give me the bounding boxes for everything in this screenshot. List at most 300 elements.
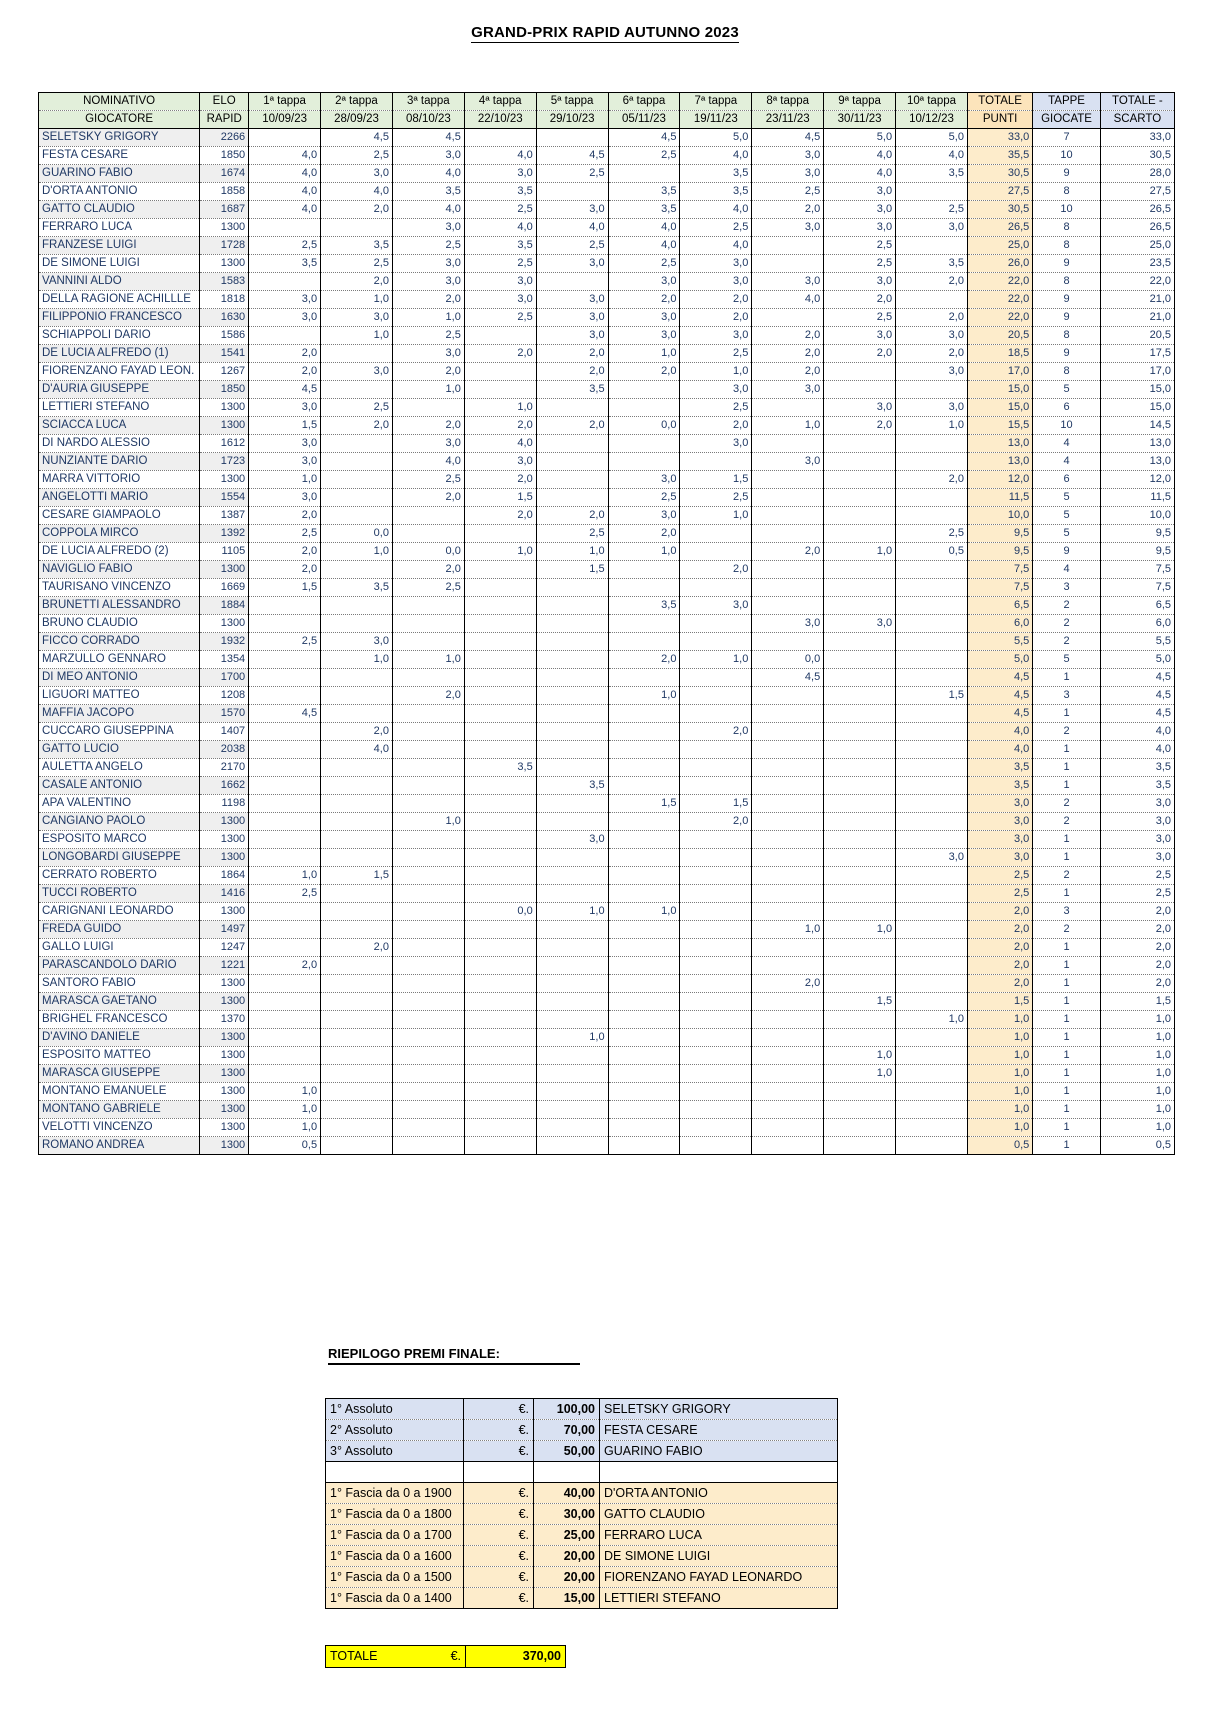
total-minus-discard: 21,0: [1100, 309, 1174, 327]
table-row: [39, 939, 1175, 957]
stage-score-9: 1,0: [824, 543, 896, 561]
stage-score-6: [608, 1029, 680, 1047]
stage-score-3: [392, 975, 464, 993]
stage-score-7: 2,0: [680, 723, 752, 741]
stage-score-10: 2,0: [896, 273, 968, 291]
stage-score-6: [608, 1047, 680, 1065]
total-minus-discard: 1,0: [1100, 1083, 1174, 1101]
stage-score-6: [608, 777, 680, 795]
player-name: BRIGHEL FRANCESCO: [39, 1011, 200, 1029]
stage-score-5: [536, 399, 608, 417]
stage-score-9: 3,0: [824, 201, 896, 219]
stage-score-1: 4,5: [249, 705, 321, 723]
table-row: [39, 183, 1175, 201]
table-row: [39, 381, 1175, 399]
table-row: [39, 957, 1175, 975]
total-minus-discard: 3,5: [1100, 759, 1174, 777]
stage-score-3: 2,0: [392, 417, 464, 435]
prize-absolute-row: [326, 1441, 838, 1462]
total-points: 7,5: [967, 561, 1032, 579]
stage-score-8: [752, 831, 824, 849]
stage-score-6: 3,5: [608, 597, 680, 615]
total-minus-discard: 6,0: [1100, 615, 1174, 633]
stage-score-2: [321, 381, 393, 399]
player-elo: 1300: [200, 615, 249, 633]
prizes-table-container: [325, 1398, 837, 1609]
total-minus-discard: 4,0: [1100, 741, 1174, 759]
player-elo: 1700: [200, 669, 249, 687]
stage-score-8: 3,0: [752, 615, 824, 633]
stage-score-4: [464, 1137, 536, 1155]
stage-score-6: [608, 741, 680, 759]
table-row: [39, 651, 1175, 669]
player-elo: 1300: [200, 1065, 249, 1083]
stage-score-6: [608, 615, 680, 633]
stage-score-6: 3,5: [608, 201, 680, 219]
stage-score-4: [464, 795, 536, 813]
table-row: [39, 903, 1175, 921]
prize-absolute-label: 2° Assoluto: [326, 1420, 464, 1441]
stage-score-2: [321, 777, 393, 795]
stage-score-5: [536, 957, 608, 975]
stages-played: 2: [1033, 921, 1101, 939]
stage-score-9: [824, 597, 896, 615]
stage-score-3: [392, 1011, 464, 1029]
player-elo: 1247: [200, 939, 249, 957]
stage-score-7: [680, 705, 752, 723]
stage-score-4: 3,0: [464, 273, 536, 291]
total-points: 4,5: [967, 687, 1032, 705]
stage-score-5: 2,0: [536, 363, 608, 381]
total-points: 6,5: [967, 597, 1032, 615]
stage-score-2: 1,0: [321, 651, 393, 669]
prize-fascia-currency: €.: [464, 1546, 534, 1567]
stage-score-5: 3,5: [536, 381, 608, 399]
stage-score-8: 2,0: [752, 975, 824, 993]
stage-score-10: [896, 291, 968, 309]
stage-score-10: [896, 957, 968, 975]
stage-score-10: [896, 1137, 968, 1155]
standings-col-header-8-bottom: 19/11/23: [680, 111, 752, 129]
table-row: [39, 1029, 1175, 1047]
player-name: SCIACCA LUCA: [39, 417, 200, 435]
total-minus-discard: 26,5: [1100, 219, 1174, 237]
stage-score-2: 4,0: [321, 183, 393, 201]
total-minus-discard: 2,0: [1100, 903, 1174, 921]
stage-score-8: 1,0: [752, 417, 824, 435]
stage-score-7: 2,5: [680, 489, 752, 507]
stage-score-1: 3,5: [249, 255, 321, 273]
stage-score-7: 3,0: [680, 273, 752, 291]
stages-played: 8: [1033, 363, 1101, 381]
stage-score-4: [464, 867, 536, 885]
stage-score-1: [249, 597, 321, 615]
table-row: [39, 165, 1175, 183]
stage-score-4: [464, 1011, 536, 1029]
total-minus-discard: 23,5: [1100, 255, 1174, 273]
table-row: [39, 687, 1175, 705]
stage-score-1: [249, 849, 321, 867]
stage-score-8: 3,0: [752, 273, 824, 291]
total-points: 3,5: [967, 759, 1032, 777]
stage-score-7: [680, 1083, 752, 1101]
stages-played: 1: [1033, 1065, 1101, 1083]
stages-played: 8: [1033, 273, 1101, 291]
stage-score-9: 3,0: [824, 327, 896, 345]
prize-fascia-row: [326, 1525, 838, 1546]
stage-score-9: [824, 903, 896, 921]
total-points: 15,0: [967, 399, 1032, 417]
stage-score-7: [680, 885, 752, 903]
stage-score-3: 4,0: [392, 453, 464, 471]
table-row: [39, 1101, 1175, 1119]
stage-score-5: [536, 867, 608, 885]
prizes-total-table: [325, 1645, 566, 1668]
stage-score-3: [392, 507, 464, 525]
stage-score-1: [249, 903, 321, 921]
total-minus-discard: 7,5: [1100, 579, 1174, 597]
stages-played: 1: [1033, 975, 1101, 993]
stages-played: 3: [1033, 687, 1101, 705]
stage-score-6: [608, 1083, 680, 1101]
table-row: [39, 759, 1175, 777]
stage-score-10: [896, 579, 968, 597]
stage-score-1: 4,0: [249, 165, 321, 183]
standings-col-header-1-top: ELO: [200, 93, 249, 111]
standings-col-header-3-top: 2ª tappa: [321, 93, 393, 111]
prize-fascia-currency: €.: [464, 1588, 534, 1609]
total-minus-discard: 25,0: [1100, 237, 1174, 255]
total-minus-discard: 12,0: [1100, 471, 1174, 489]
stage-score-10: [896, 795, 968, 813]
total-minus-discard: 11,5: [1100, 489, 1174, 507]
prize-fascia-winner: DE SIMONE LUIGI: [600, 1546, 838, 1567]
stage-score-10: [896, 651, 968, 669]
total-minus-discard: 13,0: [1100, 453, 1174, 471]
stage-score-2: [321, 489, 393, 507]
stage-score-9: 2,0: [824, 345, 896, 363]
stage-score-9: 3,0: [824, 399, 896, 417]
player-elo: 1300: [200, 219, 249, 237]
player-elo: 1864: [200, 867, 249, 885]
total-minus-discard: 26,5: [1100, 201, 1174, 219]
stage-score-6: [608, 561, 680, 579]
stage-score-6: 3,0: [608, 471, 680, 489]
stage-score-9: 4,0: [824, 165, 896, 183]
stage-score-2: [321, 453, 393, 471]
stage-score-10: 1,0: [896, 417, 968, 435]
total-minus-discard: 22,0: [1100, 273, 1174, 291]
stage-score-1: 3,0: [249, 309, 321, 327]
stage-score-9: [824, 849, 896, 867]
player-name: LETTIERI STEFANO: [39, 399, 200, 417]
stage-score-9: [824, 489, 896, 507]
table-row: [39, 813, 1175, 831]
stage-score-10: [896, 1047, 968, 1065]
total-minus-discard: 5,0: [1100, 651, 1174, 669]
prize-fascia-row: [326, 1504, 838, 1525]
stage-score-7: 4,0: [680, 201, 752, 219]
standings-body: [39, 129, 1175, 1155]
stage-score-5: 3,5: [536, 777, 608, 795]
total-points: 0,5: [967, 1137, 1032, 1155]
stage-score-1: [249, 993, 321, 1011]
stage-score-9: 2,0: [824, 291, 896, 309]
total-points: 3,0: [967, 795, 1032, 813]
total-minus-discard: 21,0: [1100, 291, 1174, 309]
stage-score-9: [824, 885, 896, 903]
stage-score-8: [752, 903, 824, 921]
prize-absolute-label: 3° Assoluto: [326, 1441, 464, 1462]
stage-score-1: [249, 759, 321, 777]
stage-score-4: [464, 651, 536, 669]
stage-score-10: 4,0: [896, 147, 968, 165]
stage-score-1: [249, 723, 321, 741]
player-elo: 1300: [200, 813, 249, 831]
stage-score-2: [321, 885, 393, 903]
stage-score-1: 3,0: [249, 435, 321, 453]
player-elo: 1300: [200, 975, 249, 993]
stage-score-9: 3,0: [824, 183, 896, 201]
stage-score-7: 2,0: [680, 417, 752, 435]
standings-col-header-9-top: 8ª tappa: [752, 93, 824, 111]
stage-score-1: [249, 651, 321, 669]
player-name: GATTO CLAUDIO: [39, 201, 200, 219]
total-points: 27,5: [967, 183, 1032, 201]
stage-score-7: [680, 1047, 752, 1065]
stage-score-3: [392, 1101, 464, 1119]
stage-score-10: [896, 813, 968, 831]
table-row: [39, 1083, 1175, 1101]
stage-score-10: [896, 669, 968, 687]
stages-played: 1: [1033, 993, 1101, 1011]
total-minus-discard: 20,5: [1100, 327, 1174, 345]
player-elo: 1198: [200, 795, 249, 813]
stage-score-1: 2,0: [249, 543, 321, 561]
stages-played: 2: [1033, 795, 1101, 813]
standings-col-header-4-top: 3ª tappa: [392, 93, 464, 111]
stage-score-10: 3,0: [896, 219, 968, 237]
standings-col-header-13-bottom: GIOCATE: [1033, 111, 1101, 129]
stage-score-3: 4,5: [392, 129, 464, 147]
stage-score-6: [608, 1101, 680, 1119]
stage-score-7: [680, 615, 752, 633]
stage-score-1: [249, 975, 321, 993]
player-name: MONTANO GABRIELE: [39, 1101, 200, 1119]
prize-fascia-amount: 20,00: [534, 1546, 600, 1567]
standings-col-header-5-top: 4ª tappa: [464, 93, 536, 111]
total-minus-discard: 2,0: [1100, 921, 1174, 939]
stage-score-6: [608, 723, 680, 741]
stages-played: 1: [1033, 885, 1101, 903]
stage-score-4: 4,0: [464, 147, 536, 165]
prize-fascia-row: [326, 1546, 838, 1567]
stages-played: 5: [1033, 381, 1101, 399]
table-row: [39, 561, 1175, 579]
stage-score-1: 3,0: [249, 399, 321, 417]
prizes-total-row: [326, 1646, 566, 1668]
total-points: 4,0: [967, 723, 1032, 741]
stage-score-6: 4,0: [608, 237, 680, 255]
stage-score-6: [608, 705, 680, 723]
stage-score-8: [752, 813, 824, 831]
stage-score-4: [464, 687, 536, 705]
prizes-total-currency: €.: [450, 1649, 461, 1663]
prize-fascia-label: 1° Fascia da 0 a 1600: [326, 1546, 464, 1567]
stage-score-2: 4,5: [321, 129, 393, 147]
stage-score-5: 2,0: [536, 507, 608, 525]
table-row: [39, 147, 1175, 165]
stage-score-10: [896, 237, 968, 255]
stage-score-3: [392, 615, 464, 633]
stage-score-9: [824, 525, 896, 543]
stages-played: 8: [1033, 237, 1101, 255]
standings-col-header-6-bottom: 29/10/23: [536, 111, 608, 129]
standings-col-header-10-bottom: 30/11/23: [824, 111, 896, 129]
stage-score-2: 3,5: [321, 237, 393, 255]
stage-score-5: [536, 489, 608, 507]
stage-score-7: [680, 993, 752, 1011]
stage-score-1: [249, 327, 321, 345]
prize-fascia-amount: 25,00: [534, 1525, 600, 1546]
stage-score-2: [321, 705, 393, 723]
stage-score-6: [608, 633, 680, 651]
total-points: 4,0: [967, 741, 1032, 759]
stage-score-3: 2,5: [392, 327, 464, 345]
stages-played: 1: [1033, 1029, 1101, 1047]
standings-col-header-9-bottom: 23/11/23: [752, 111, 824, 129]
standings-col-header-14-top: TOTALE -: [1100, 93, 1174, 111]
stage-score-8: [752, 705, 824, 723]
stage-score-8: [752, 1119, 824, 1137]
stage-score-8: [752, 993, 824, 1011]
stage-score-5: [536, 1119, 608, 1137]
prize-absolute-winner: SELETSKY GRIGORY: [600, 1399, 838, 1420]
total-minus-discard: 1,0: [1100, 1101, 1174, 1119]
total-points: 3,0: [967, 813, 1032, 831]
prize-absolute-currency: €.: [464, 1399, 534, 1420]
stage-score-10: [896, 741, 968, 759]
player-name: MARASCA GIUSEPPE: [39, 1065, 200, 1083]
prize-fascia-label: 1° Fascia da 0 a 1400: [326, 1588, 464, 1609]
stage-score-5: [536, 435, 608, 453]
total-minus-discard: 2,5: [1100, 885, 1174, 903]
stage-score-6: 1,0: [608, 903, 680, 921]
stage-score-1: 2,0: [249, 957, 321, 975]
stage-score-6: 4,5: [608, 129, 680, 147]
stage-score-8: [752, 579, 824, 597]
total-points: 1,0: [967, 1065, 1032, 1083]
player-name: MARASCA GAETANO: [39, 993, 200, 1011]
player-name: GATTO LUCIO: [39, 741, 200, 759]
stage-score-9: 3,0: [824, 219, 896, 237]
stages-played: 5: [1033, 489, 1101, 507]
standings-col-header-0-top: NOMINATIVO: [39, 93, 200, 111]
stage-score-10: [896, 705, 968, 723]
table-row: [39, 129, 1175, 147]
stage-score-5: [536, 813, 608, 831]
stage-score-10: 3,0: [896, 399, 968, 417]
stage-score-4: 4,0: [464, 219, 536, 237]
stage-score-2: 2,0: [321, 201, 393, 219]
total-minus-discard: 3,0: [1100, 813, 1174, 831]
prizes-total-amount: 370,00: [466, 1646, 566, 1668]
stage-score-4: [464, 921, 536, 939]
stage-score-2: [321, 597, 393, 615]
stage-score-5: [536, 669, 608, 687]
total-minus-discard: 1,0: [1100, 1029, 1174, 1047]
stage-score-9: [824, 507, 896, 525]
stage-score-3: 1,0: [392, 309, 464, 327]
player-name: SCHIAPPOLI DARIO: [39, 327, 200, 345]
table-row: [39, 309, 1175, 327]
stage-score-4: [464, 777, 536, 795]
stage-score-10: [896, 723, 968, 741]
stage-score-4: [464, 363, 536, 381]
total-points: 1,0: [967, 1119, 1032, 1137]
stage-score-4: 1,5: [464, 489, 536, 507]
stage-score-1: 2,5: [249, 237, 321, 255]
player-elo: 1105: [200, 543, 249, 561]
player-elo: 1570: [200, 705, 249, 723]
stage-score-6: [608, 1065, 680, 1083]
player-elo: 2266: [200, 129, 249, 147]
stage-score-7: [680, 687, 752, 705]
stage-score-3: [392, 1119, 464, 1137]
player-name: ANGELOTTI MARIO: [39, 489, 200, 507]
stages-played: 10: [1033, 201, 1101, 219]
stage-score-3: [392, 939, 464, 957]
stage-score-10: 3,5: [896, 255, 968, 273]
stage-score-6: [608, 939, 680, 957]
stage-score-1: 1,5: [249, 579, 321, 597]
stages-played: 8: [1033, 183, 1101, 201]
stage-score-5: [536, 849, 608, 867]
stage-score-10: 3,5: [896, 165, 968, 183]
stage-score-7: 4,0: [680, 237, 752, 255]
stage-score-7: 2,0: [680, 561, 752, 579]
stages-played: 1: [1033, 939, 1101, 957]
stages-played: 1: [1033, 849, 1101, 867]
total-minus-discard: 33,0: [1100, 129, 1174, 147]
stage-score-4: [464, 597, 536, 615]
prize-fascia-label: 1° Fascia da 0 a 1800: [326, 1504, 464, 1525]
stage-score-3: 3,0: [392, 273, 464, 291]
prize-absolute-amount: 50,00: [534, 1441, 600, 1462]
stages-played: 6: [1033, 471, 1101, 489]
stage-score-3: [392, 1047, 464, 1065]
total-points: 26,5: [967, 219, 1032, 237]
stage-score-8: [752, 795, 824, 813]
stage-score-4: [464, 939, 536, 957]
total-points: 18,5: [967, 345, 1032, 363]
stage-score-3: 3,0: [392, 147, 464, 165]
stage-score-8: [752, 525, 824, 543]
table-row: [39, 327, 1175, 345]
table-row: [39, 399, 1175, 417]
stage-score-10: [896, 1119, 968, 1137]
table-row: [39, 597, 1175, 615]
stage-score-7: 4,0: [680, 147, 752, 165]
stage-score-7: 1,0: [680, 507, 752, 525]
stage-score-10: [896, 885, 968, 903]
stage-score-7: 2,5: [680, 345, 752, 363]
table-row: [39, 633, 1175, 651]
stage-score-5: 3,0: [536, 291, 608, 309]
standings-table-container: [38, 92, 1175, 1155]
stage-score-8: 0,0: [752, 651, 824, 669]
stages-played: 9: [1033, 255, 1101, 273]
